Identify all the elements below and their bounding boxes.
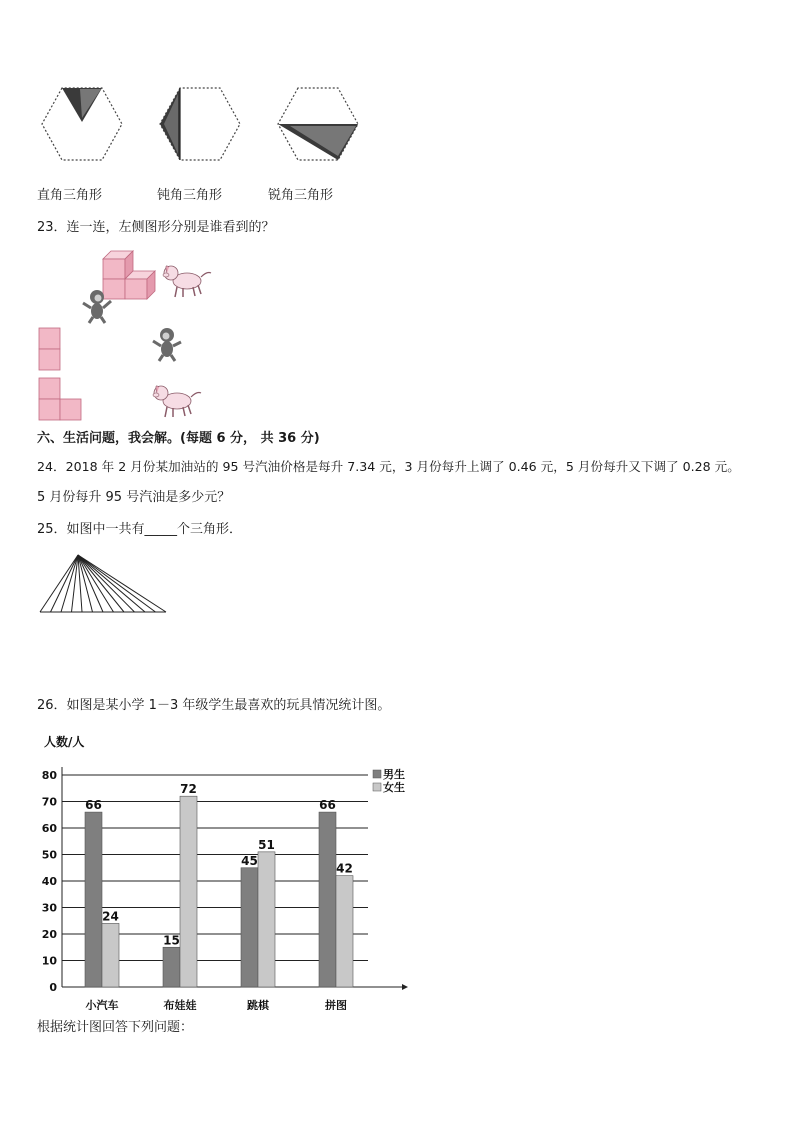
triangle-fan-figure xyxy=(38,553,170,617)
bar-girl xyxy=(180,796,197,987)
bar-value-label: 45 xyxy=(241,853,258,868)
hexagon-acute-triangle xyxy=(278,88,358,160)
bar-girl xyxy=(336,876,353,987)
view-two-squares xyxy=(39,328,60,370)
y-tick-label: 10 xyxy=(41,954,57,968)
legend-swatch xyxy=(373,770,381,778)
dog-option-icon xyxy=(153,386,201,417)
fan-ray xyxy=(78,555,114,612)
bar-value-label: 51 xyxy=(258,837,275,852)
question-25-prefix: 25．如图中一共有 xyxy=(37,522,145,537)
y-tick-label: 40 xyxy=(41,875,57,888)
hexagon-label-obtuse: 钝角三角形 xyxy=(157,188,223,203)
bar-value-label: 42 xyxy=(336,861,353,876)
bar-girl xyxy=(258,852,275,987)
question-24-line2: 5 月份每升 95 号汽油是多少元？ xyxy=(37,490,231,505)
view-l-shape xyxy=(39,378,81,420)
fan-ray xyxy=(61,555,78,612)
y-tick-label: 80 xyxy=(41,769,57,782)
legend-label: 女生 xyxy=(383,781,405,794)
bar-value-label: 15 xyxy=(163,933,180,948)
question-26-followup: 根据统计图回答下列问题： xyxy=(37,1020,194,1035)
legend-swatch xyxy=(373,783,381,791)
question-25-blank[interactable]: _____ xyxy=(144,522,178,537)
y-tick-label: 50 xyxy=(41,848,57,862)
question-23-text: 23．连一连，左侧图形分别是谁看到的？ xyxy=(37,220,275,235)
fan-ray xyxy=(78,555,166,612)
monkey-option-icon xyxy=(153,328,181,361)
question-26-text: 26．如图是某小学 1－3 年级学生最喜欢的玩具情况统计图。 xyxy=(37,698,391,713)
fan-ray xyxy=(51,555,79,612)
y-tick-label: 60 xyxy=(41,822,57,835)
toy-bar-chart xyxy=(30,728,420,1010)
question-23-figures xyxy=(35,245,225,425)
x-axis-arrow xyxy=(402,984,408,990)
hexagon-obtuse-triangle xyxy=(160,88,240,160)
hexagon-figures xyxy=(30,80,370,170)
hexagon-label-right: 直角三角形 xyxy=(37,188,103,203)
bar-boy xyxy=(319,812,336,987)
question-24-line1: 24．2018 年 2 月份某加油站的 95 号汽油价格是每升 7.34 元，3 月份每升上调了 0.46 元，5 月份每升又下调了 0.28 元。 xyxy=(37,459,740,474)
bar-girl xyxy=(102,923,119,987)
bar-value-label: 24 xyxy=(102,909,119,924)
bar-value-label: 72 xyxy=(180,782,197,797)
y-tick-label: 0 xyxy=(49,981,57,994)
x-category-label: 小汽车 xyxy=(85,999,119,1010)
question-25-text xyxy=(37,521,242,539)
section-6-heading: 六、生活问题，我会解。(每题 6 分， 共 36 分) xyxy=(37,431,320,446)
chart-y-label: 人数/人 xyxy=(44,735,85,749)
legend-label: 男生 xyxy=(383,768,405,781)
y-tick-label: 70 xyxy=(41,795,57,809)
fan-ray xyxy=(78,555,135,612)
hexagon-right-triangle xyxy=(42,88,122,160)
hexagon-label-acute: 锐角三角形 xyxy=(268,188,334,203)
y-tick-label: 30 xyxy=(41,901,57,915)
bar-value-label: 66 xyxy=(85,798,102,813)
x-category-label: 拼图 xyxy=(325,999,347,1010)
bar-boy xyxy=(163,947,180,987)
dog-icon xyxy=(163,266,211,297)
bar-boy xyxy=(241,868,258,987)
x-category-label: 布娃娃 xyxy=(163,999,197,1010)
fan-ray xyxy=(78,555,145,612)
x-category-label: 跳棋 xyxy=(247,999,269,1010)
bar-boy xyxy=(85,812,102,987)
bar-value-label: 66 xyxy=(319,798,336,813)
cube-structure xyxy=(103,251,155,299)
question-25-suffix: 个三角形． xyxy=(177,522,243,537)
y-tick-label: 20 xyxy=(41,928,57,941)
